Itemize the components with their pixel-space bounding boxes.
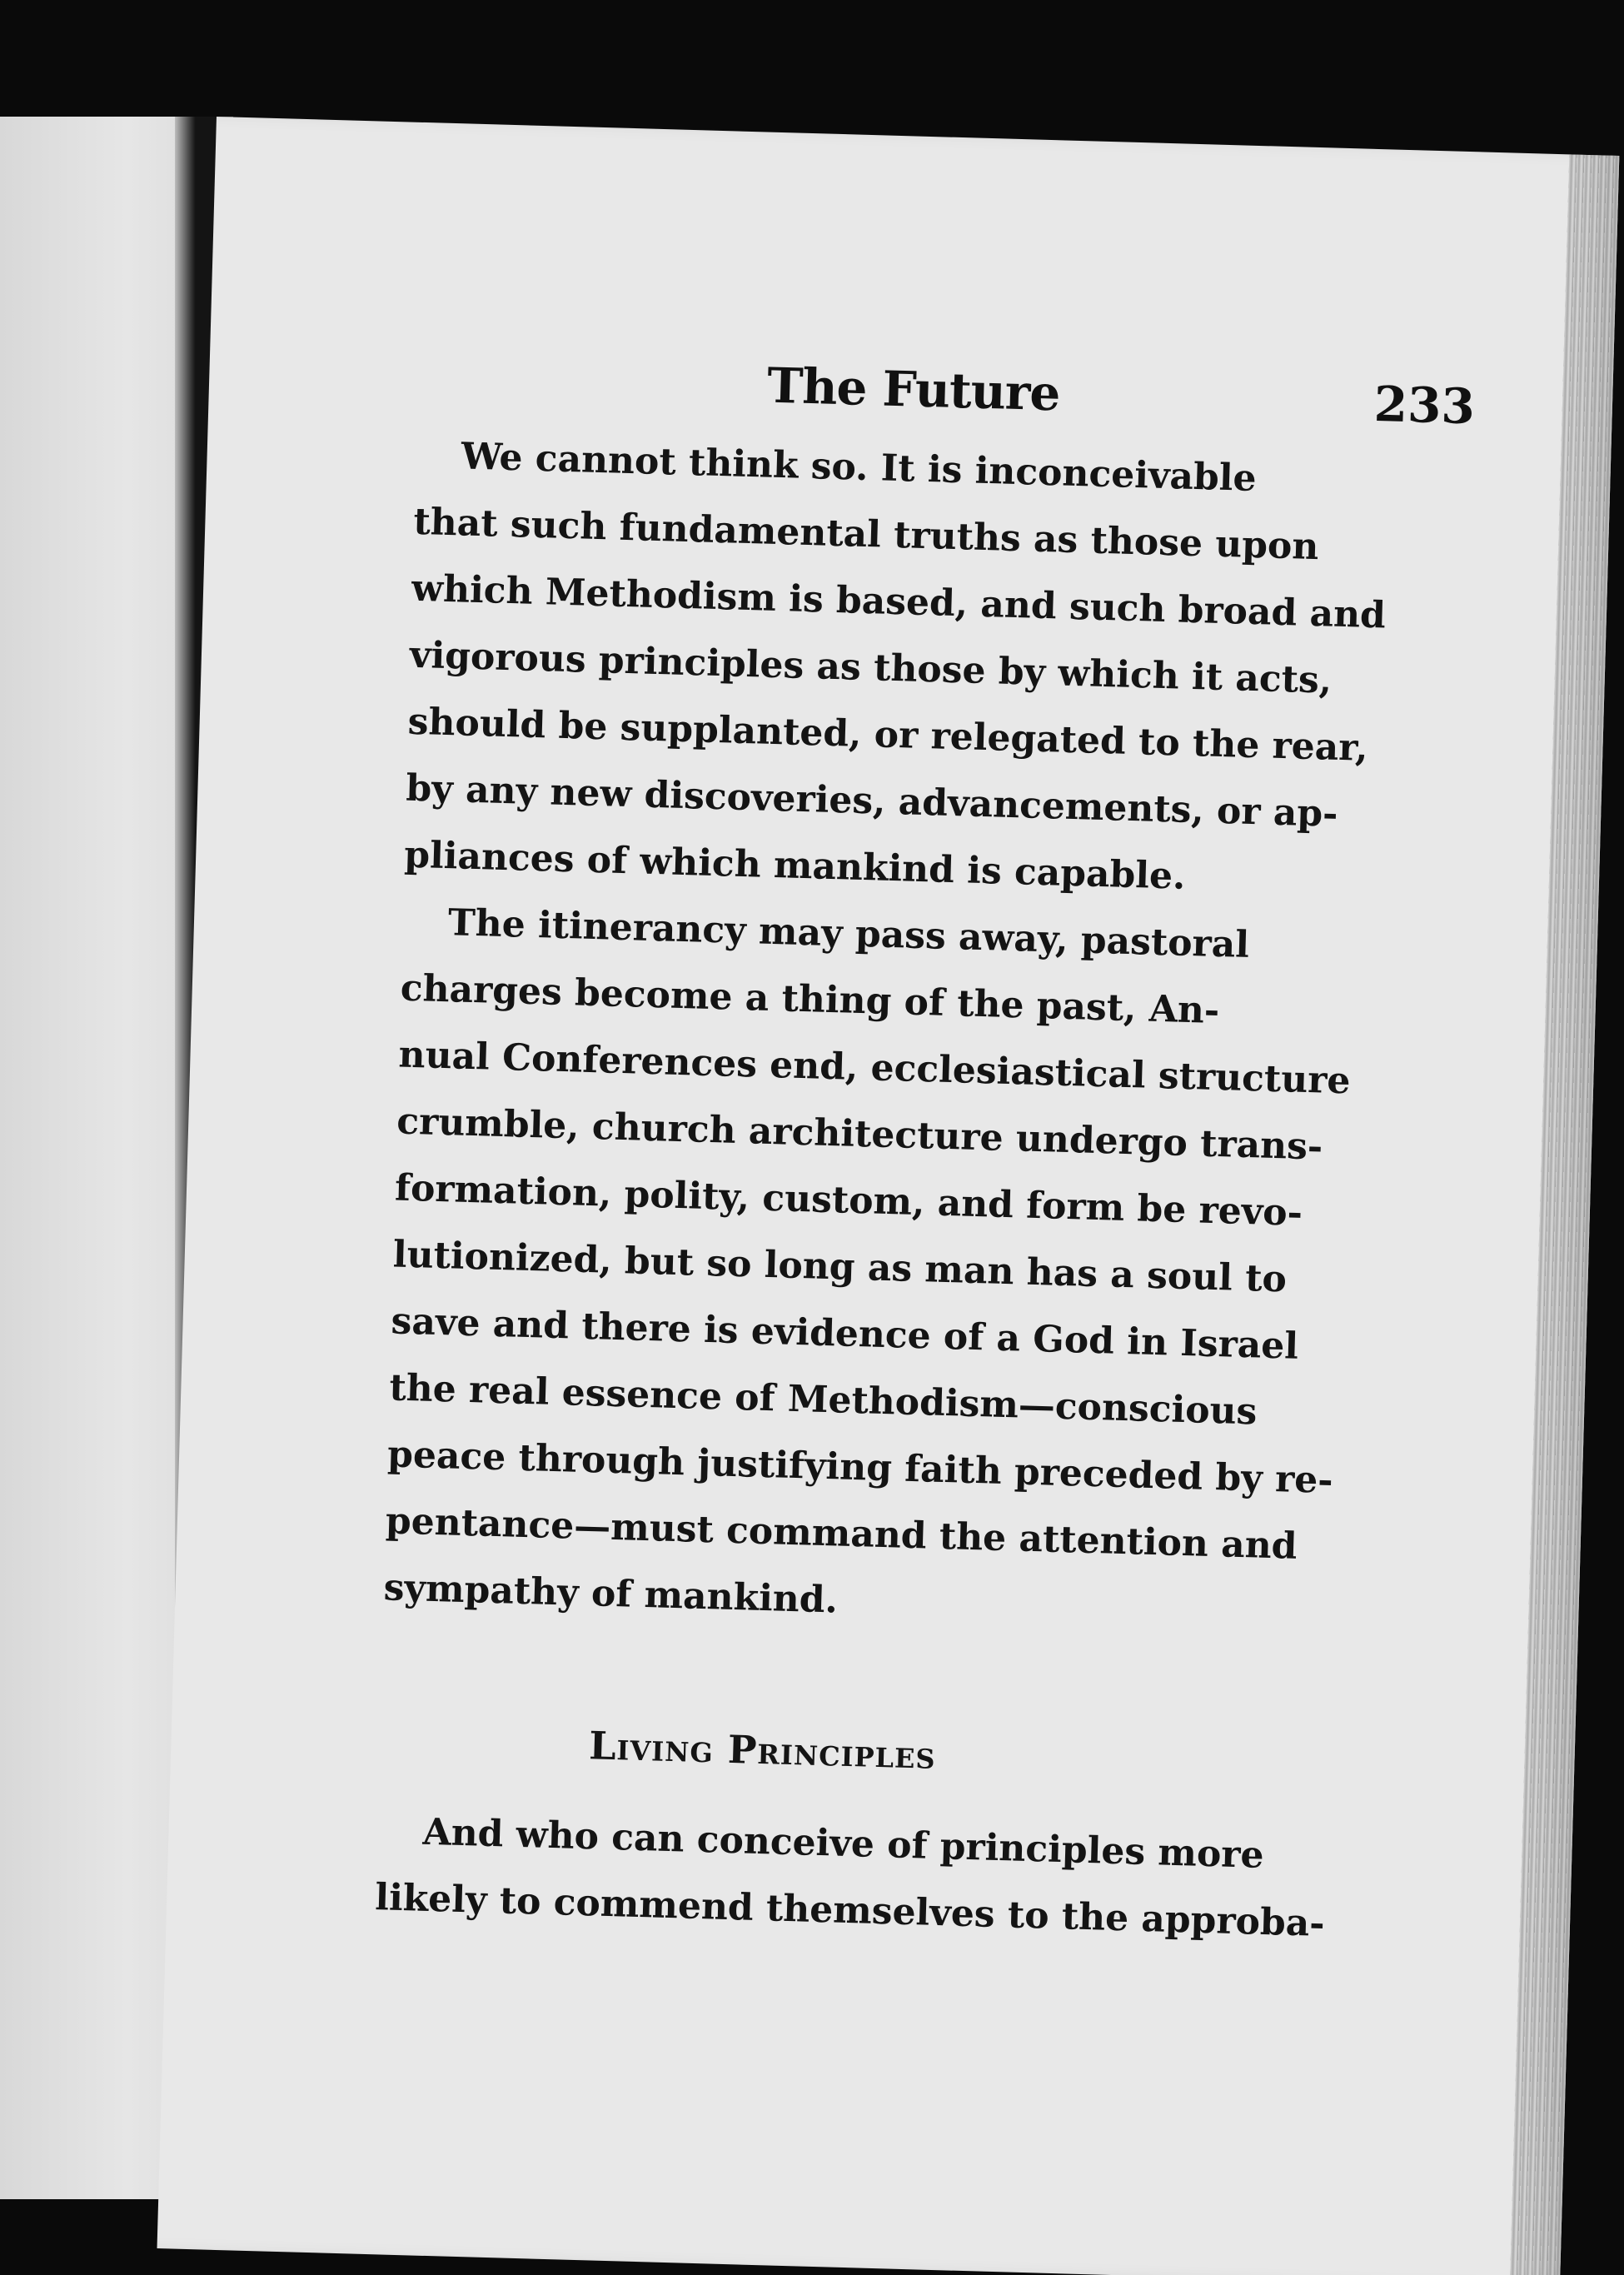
body-text (328, 421, 1387, 1953)
text-line: pentance—must command the attention and (385, 1499, 1298, 1568)
text-line: We cannot think so. It is inconceivable (461, 435, 1258, 501)
text-line: vigorous principles as those by which it acts, (409, 633, 1333, 702)
text-line: should be supplanted, or relegated to the rear, (407, 700, 1369, 770)
paragraph-2 (337, 887, 1352, 1644)
text-line: peace through justifying faith preceded by re- (386, 1433, 1334, 1503)
text-line: lutionized, but so long as man has a soul to (392, 1233, 1288, 1301)
text-line: sympathy of mankind. (383, 1566, 839, 1622)
text-line: which Methodism is based, and such broad and (411, 566, 1387, 637)
text-line: save and there is evidence of a God in Israel (390, 1300, 1299, 1368)
text-line: crumble, church architecture undergo trans- (396, 1100, 1323, 1169)
page-number: 233 (1372, 375, 1476, 436)
text-line: the real essence of Methodism—conscious (388, 1366, 1258, 1434)
paragraph-3 (328, 1797, 1326, 1954)
section-heading: Living Principles (588, 1723, 937, 1778)
text-line: charges become a thing of the past, An- (400, 966, 1220, 1033)
text-line: The itinerancy may pass away, pastoral (447, 901, 1250, 966)
paragraph-1 (357, 421, 1387, 911)
text-line: And who can conceive of principles more (421, 1810, 1265, 1877)
running-title: The Future (766, 357, 1061, 422)
text-line: that such fundamental truths as those upon (412, 500, 1320, 569)
text-line: pliances of which mankind is capable. (403, 833, 1187, 898)
text-line: formation, polity, custom, and form be revo- (394, 1166, 1303, 1235)
book-page (157, 117, 1620, 2275)
text-line: by any new discoveries, advancements, or ap- (405, 766, 1339, 836)
text-line: nual Conferences end, ecclesiastical structure (397, 1033, 1352, 1103)
page-edge (1510, 154, 1619, 2275)
text-line: likely to commend themselves to the approba- (374, 1876, 1326, 1945)
